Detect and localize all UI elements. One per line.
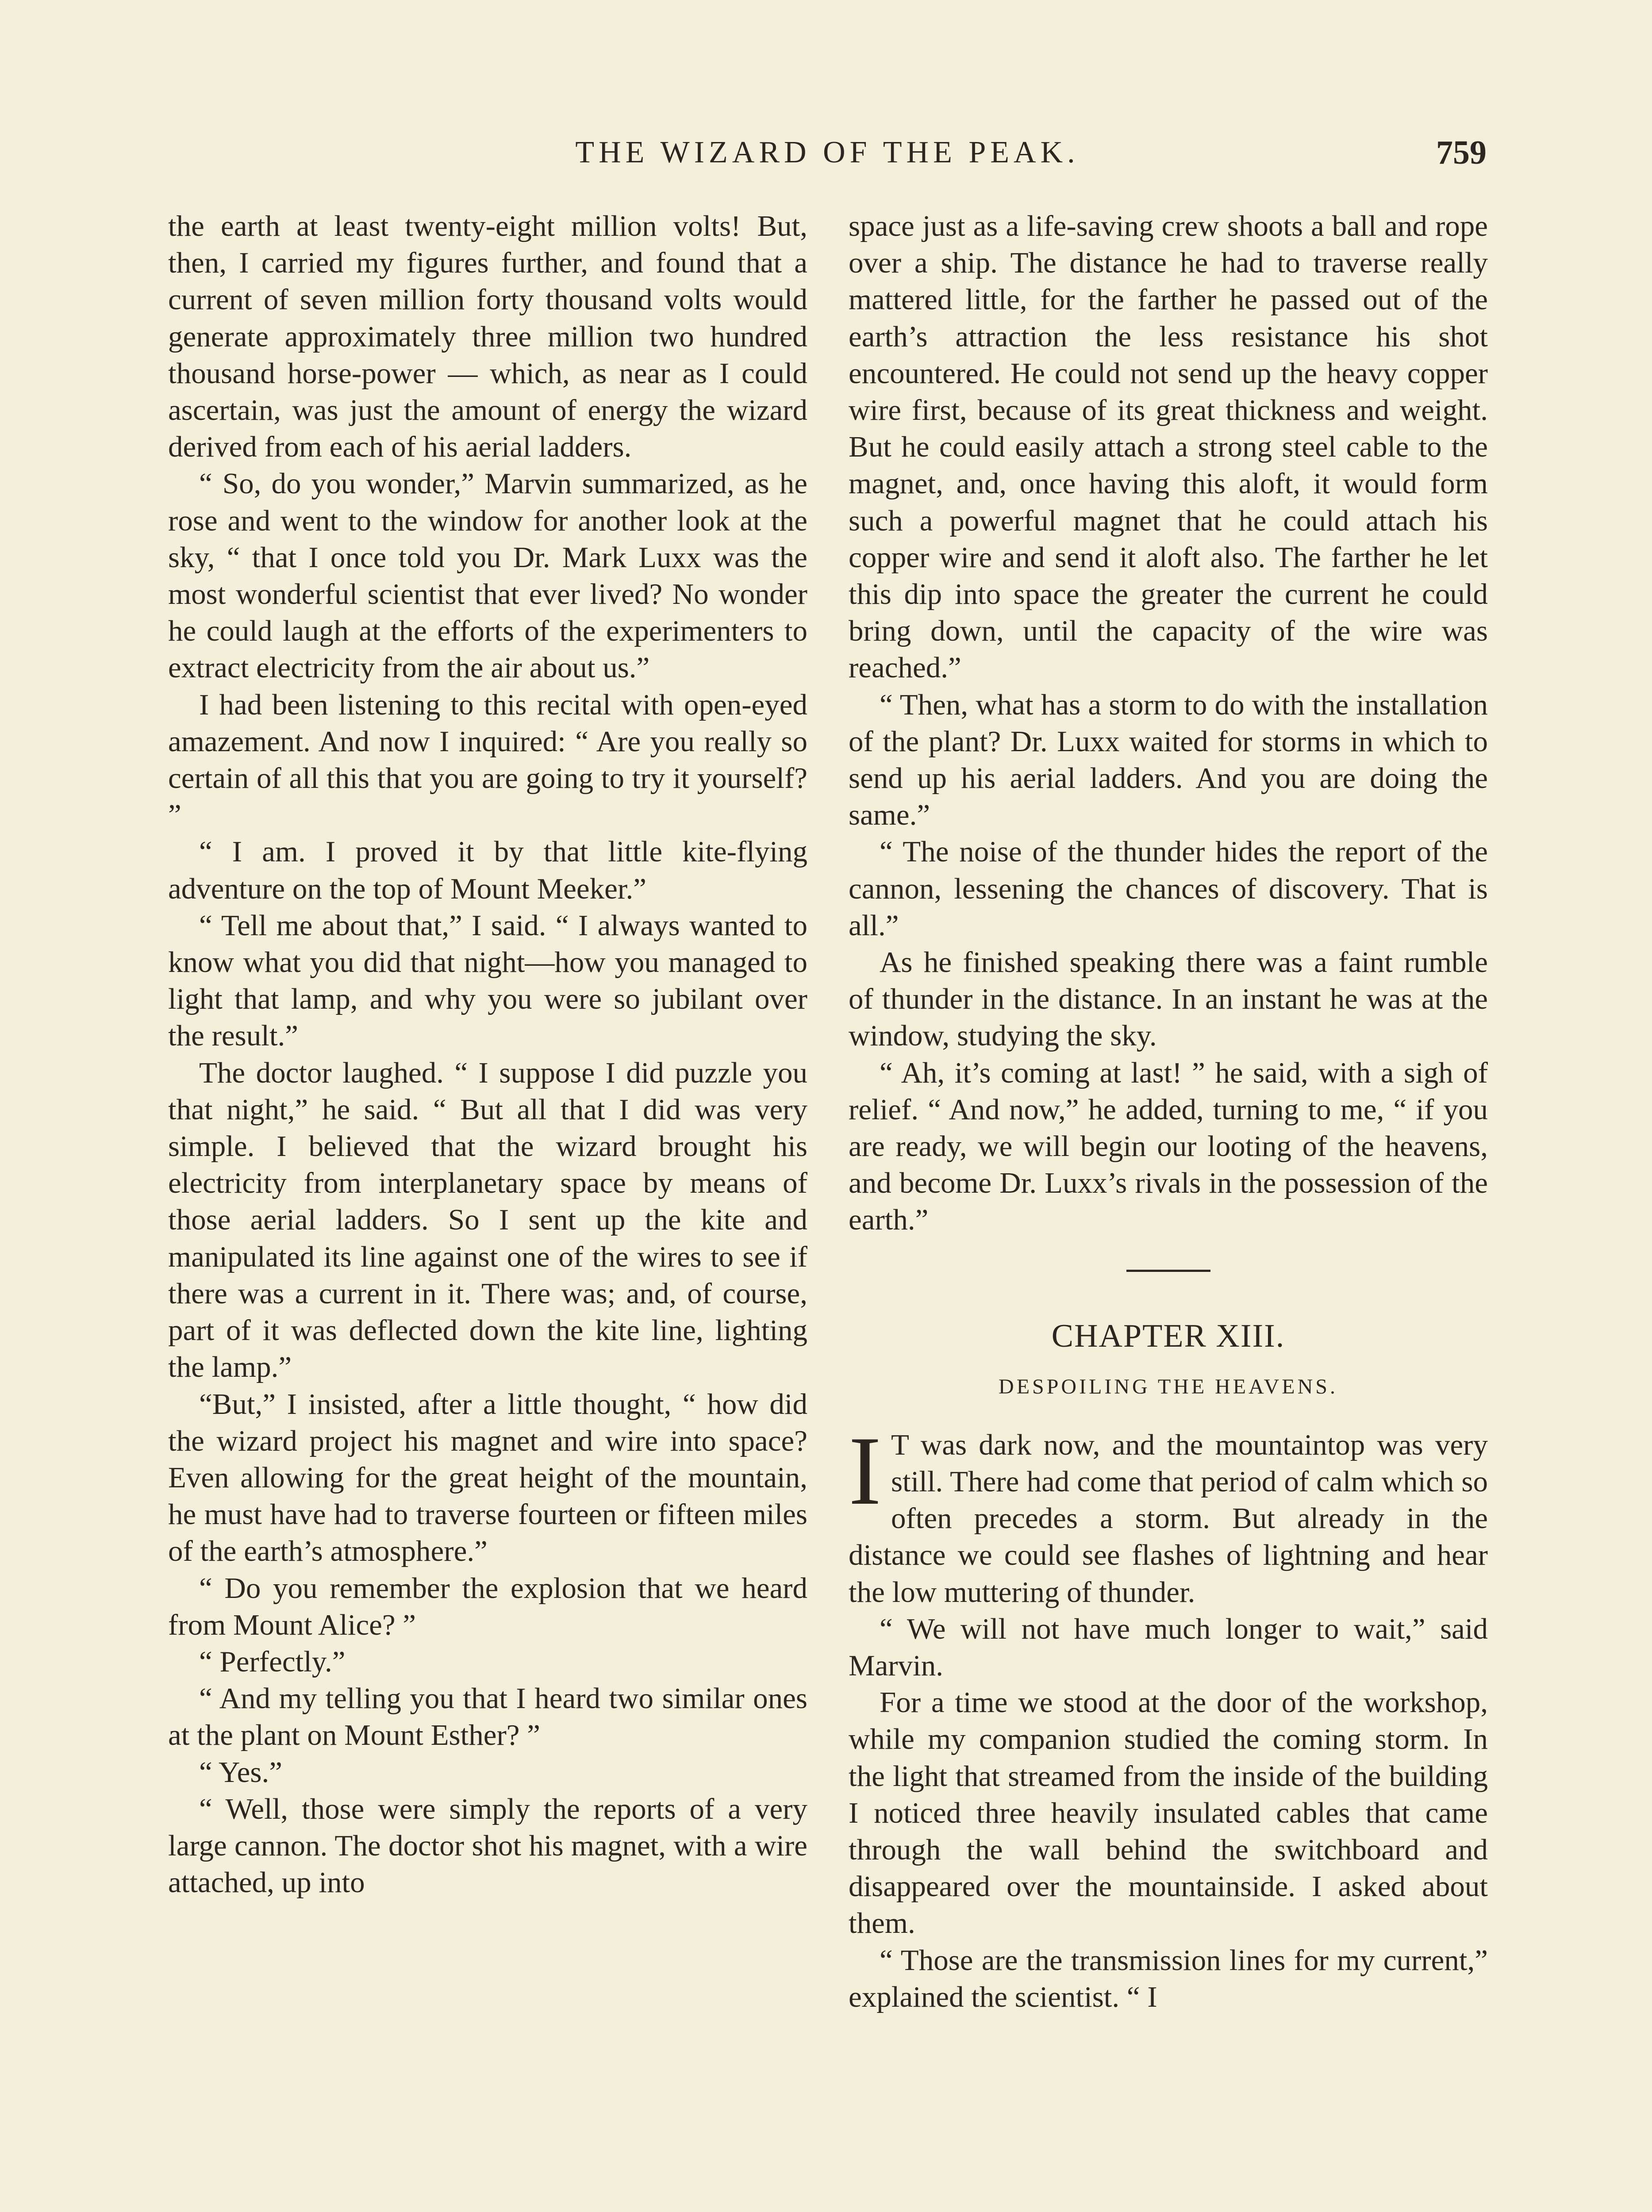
paragraph: “ The noise of the thunder hides the report of the cannon, lessening the chances of discovery. That is all.” [849, 835, 1488, 942]
paragraph: the earth at least twenty-eight million volts! But, then, I carried my figures further, and found that a current of seven million forty thousand volts would generate approximately three million two hundred thousand horse-power — which, as near as I could ascertain, was just the amount of energy the wizard derived from each of his aerial ladders. [168, 210, 807, 464]
paragraph: For a time we stood at the door of the workshop, while my companion studied the coming storm. In the light that streamed from the inside of the building I noticed three heavily insulated cables that came through the wall behind the switchboard and disappeared over the mountainside. I asked about them. [849, 1686, 1488, 1940]
paragraph: “ We will not have much longer to wait,” said Marvin. [849, 1612, 1488, 1682]
paragraph: “ And my telling you that I heard two similar ones at the plant on Mount Esther? ” [168, 1682, 807, 1752]
paragraph: space just as a life-saving crew shoots a ball and rope over a ship. The distance he had to traverse really mattered little, for the farther he passed out of the earth’s attraction the less resistance his shot encountered. He could not send up the heavy copper wire first, because of its great thickness and weight. But he could easily attach a strong steel cable to the magnet, and, once having this aloft, it would form such a powerful magnet that he could attach his copper wire and send it aloft also. The farther he let this dip into space the greater the current he could bring down, until the capacity of the wire was reached.” [849, 210, 1488, 684]
running-title: THE WIZARD OF THE PEAK. [575, 135, 1080, 169]
paragraph: “ I am. I proved it by that little kite-flying adventure on the top of Mount Meeker.” [168, 835, 807, 905]
right-column [849, 208, 1488, 2212]
page-number: 759 [1436, 134, 1487, 171]
chapter-divider [1126, 1270, 1210, 1272]
running-head [168, 133, 1487, 173]
paragraph: I had been listening to this recital with open-eyed amazement. And now I inquired: “ Are you really so certain of all this that you are going to try it yourself? ” [168, 688, 807, 832]
paragraph: “ Well, those were simply the reports of a very large cannon. The doctor shot his magnet, with a wire attached, up into [168, 1792, 807, 1899]
paragraph: “But,” I insisted, after a little thought, “ how did the wizard project his magnet and wire into space? Even allowing for the great height of the mountain, he must have had to traverse fourteen or fifteen miles of the earth’s atmosphere.” [168, 1387, 807, 1568]
paragraph: “ Tell me about that,” I said. “ I always wanted to know what you did that night—how you managed to light that lamp, and why you were so jubilant over the result.” [168, 909, 807, 1052]
paragraph: “ Yes.” [199, 1755, 282, 1789]
chapter-title: DESPOILING THE HEAVENS. [999, 1375, 1338, 1398]
paragraph: “ Those are the transmission lines for my current,” explained the scientist. “ I [849, 1943, 1488, 2013]
paragraph: As he finished speaking there was a faint rumble of thunder in the distance. In an instant he was at the window, studying the sky. [849, 946, 1488, 1052]
chapter-number: CHAPTER XIII. [1051, 1317, 1285, 1354]
paragraph: “ Do you remember the explosion that we heard from Mount Alice? ” [168, 1571, 807, 1641]
paragraph: The doctor laughed. “ I suppose I did puzzle you that night,” he said. “ But all that I did was very simple. I believed that the wizard brought his electricity from interplanetary space by means of those aerial ladders. So I sent up the kite and manipulated its line against one of the wires to see if there was a current in it. There was; and, of course, part of it was deflected down the kite line, lighting the lamp.” [168, 1056, 807, 1384]
paragraph: “ Then, what has a storm to do with the installation of the plant? Dr. Luxx waited for storms in which to send up his aerial ladders. And you are doing the same.” [849, 688, 1488, 832]
chapter-opening-paragraph [849, 1416, 1488, 1611]
paragraph: “ Perfectly.” [199, 1645, 346, 1678]
paragraph: “ So, do you wonder,” Marvin summarized, as he rose and went to the window for another look at the sky, “ that I once told you Dr. Mark Luxx was the most wonderful scientist that ever lived? No wonder he could laugh at the efforts of the experimenters to extract electricity from the air about us.” [168, 467, 807, 684]
left-column [168, 208, 807, 2212]
drop-cap: I [849, 1416, 881, 1525]
opening-text: T was dark now, and the mountaintop was very still. There had come that period of calm which so often precedes a storm. But already in the distance we could see flashes of lightning and hear the low muttering of thunder. [849, 1428, 1488, 1609]
paragraph: “ Ah, it’s coming at last! ” he said, with a sigh of relief. “ And now,” he added, turning to me, “ if you are ready, we will begin our looting of the heavens, and become Dr. Luxx’s rivals in the possession of the earth.” [849, 1056, 1488, 1237]
